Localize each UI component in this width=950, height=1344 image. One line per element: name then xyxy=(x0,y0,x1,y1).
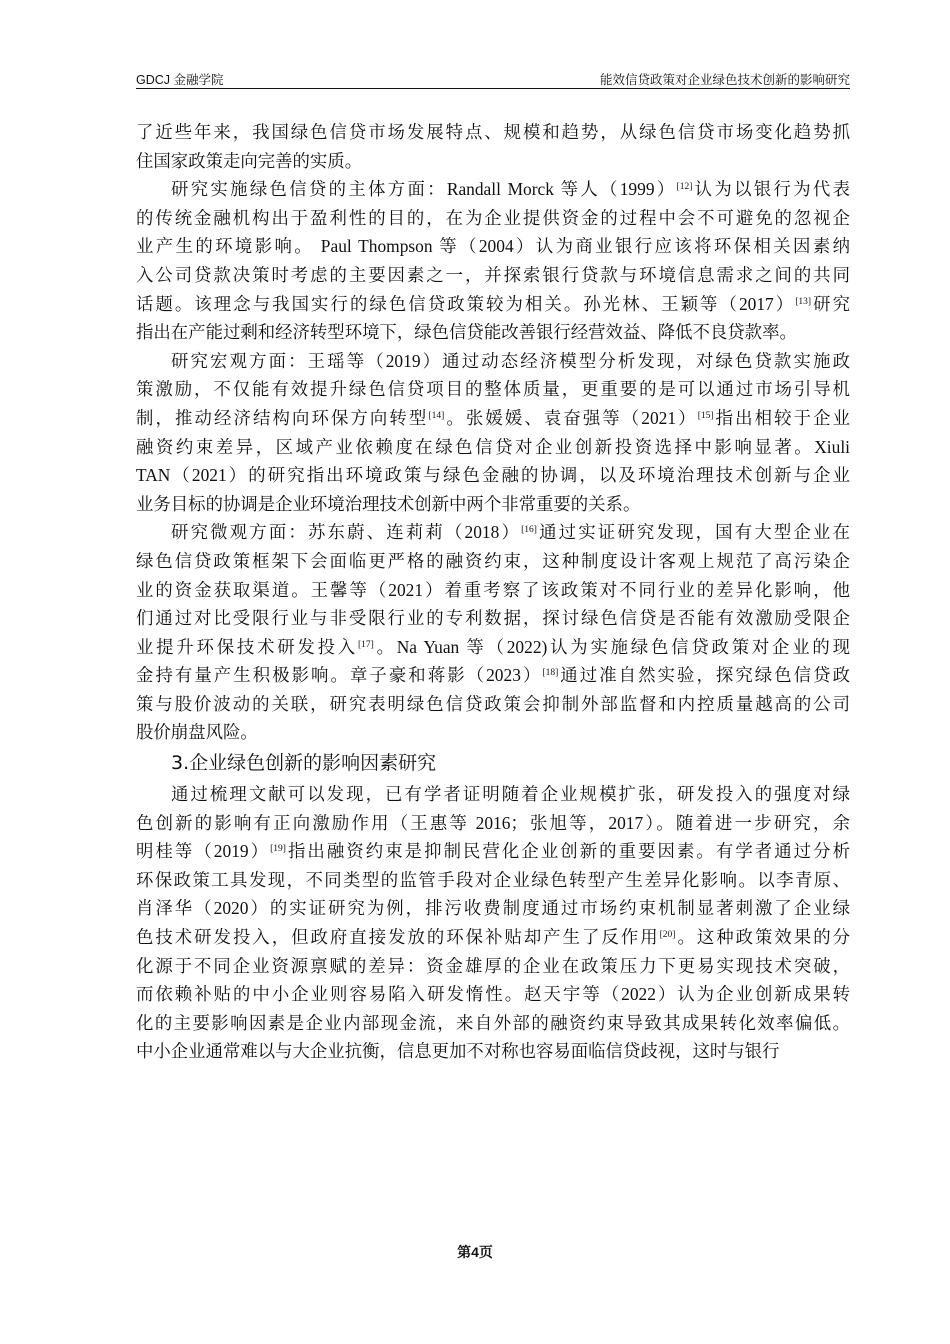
citation-ref[interactable]: [13] xyxy=(795,296,812,307)
citation-ref[interactable]: [17] xyxy=(357,639,374,650)
text-line: 色技术研发投入，但政府直接发放的环保补贴却产生了反作用[20]。这种政策效果的分 xyxy=(136,927,850,948)
text-line: 研究宏观方面：王瑶等（2019）通过动态经济模型分析发现，对绿色贷款实施政 xyxy=(171,350,850,371)
text-line: 住国家政策走向完善的实质。 xyxy=(136,150,363,171)
paragraph xyxy=(136,118,850,175)
text-line: 话题。该理念与我国实行的绿色信贷政策较为相关。孙光林、王颖等（2017）[13]研究 xyxy=(136,293,850,314)
text-line: 色创新的影响有正向激励作用（王惠等 2016；张旭等，2017）。随着进一步研究，余 xyxy=(136,812,850,833)
text-line: 金持有量产生积极影响。章子豪和蒋影（2023）[18]通过准自然实验，探究绿色信贷政 xyxy=(136,665,850,686)
citation-ref[interactable]: [20] xyxy=(659,930,676,941)
text-line: 化源于不同企业资源禀赋的差异：资金雄厚的企业在政策压力下更易实现技术突破， xyxy=(136,955,850,976)
paragraph xyxy=(136,518,850,747)
citation-ref[interactable]: [14] xyxy=(428,410,445,421)
text-line: 的传统金融机构出于盈利性的目的，在为企业提供资金的过程中会不可避免的忽视企 xyxy=(136,207,850,228)
header-institution: GDCJ 金融学院 xyxy=(136,73,224,87)
text-line: 策与股价波动的关联，研究表明绿色信贷政策会抑制外部监督和内控质量越高的公司 xyxy=(136,693,850,714)
citation-ref[interactable]: [16] xyxy=(521,525,537,536)
citation-ref[interactable]: [15] xyxy=(697,410,714,421)
text-line: 明桂等（2019）[19]指出融资约束是抑制民营化企业创新的重要因素。有学者通过分析 xyxy=(136,841,850,862)
text-line: 而依赖补贴的中小企业则容易陷入研发惰性。赵天宇等（2022）认为企业创新成果转 xyxy=(136,984,850,1005)
header-thesis-title: 能效信贷政策对企业绿色技术创新的影响研究 xyxy=(599,73,850,87)
paragraph xyxy=(136,347,850,519)
paragraph xyxy=(136,175,850,347)
text-line: 研究实施绿色信贷的主体方面：Randall Morck 等人（1999）[12]认为以银行为代表 xyxy=(171,179,850,200)
text-line: 通过梳理文献可以发现，已有学者证明随着企业规模扩张，研发投入的强度对绿 xyxy=(171,784,850,805)
text-line: 制，推动经济结构向环保方向转型[14]。张媛媛、袁奋强等（2021）[15]指出相较于企业 xyxy=(136,407,850,428)
text-line: 业提升环保技术研发投入[17]。Na Yuan 等（2022)认为实施绿色信贷政策对企业的现 xyxy=(136,636,850,657)
page-header xyxy=(136,68,850,89)
text-line: 们通过对比受限行业与非受限行业的专利数据，探讨绿色信贷是否能有效激励受限企 xyxy=(136,608,850,629)
text-line: 业务目标的协调是企业环境治理技术创新中两个非常重要的关系。 xyxy=(136,493,641,514)
text-line: 了近些年来，我国绿色信贷市场发展特点、规模和趋势，从绿色信贷市场变化趋势抓 xyxy=(136,122,850,142)
text-line: 业的资金获取渠道。王馨等（2021）着重考察了该政策对不同行业的差异化影响，他 xyxy=(136,579,850,600)
page-number: 第4页 xyxy=(457,1244,493,1260)
text-line: 绿色信贷政策框架下会面临更严格的融资约束，这种制度设计客观上规范了高污染企 xyxy=(136,550,850,571)
text-line: 策激励，不仅能有效提升绿色信贷项目的整体质量，更重要的是可以通过市场引导机 xyxy=(136,379,850,400)
section-heading: 3.企业绿色创新的影响因素研究 xyxy=(171,752,437,775)
text-line: 中小企业通常难以与大企业抗衡，信息更加不对称也容易面临信贷歧视，这时与银行 xyxy=(136,1041,780,1062)
text-line: 股价崩盘风险。 xyxy=(136,722,258,743)
text-line: 业产生的环境影响。 Paul Thompson 等（2004）认为商业银行应该将环保相关因素纳 xyxy=(136,236,850,257)
text-line: 研究微观方面：苏东蔚、连莉莉（2018）[16]通过实证研究发现，国有大型企业在 xyxy=(171,522,850,543)
text-line: 环保政策工具发现，不同类型的监管手段对企业绿色转型产生差异化影响。以李青原、 xyxy=(136,869,850,890)
citation-ref[interactable]: [12] xyxy=(676,182,693,193)
text-line: 肖泽华（2020）的实证研究为例，排污收费制度通过市场约束机制显著刺激了企业绿 xyxy=(136,898,850,919)
text-line: 指出在产能过剩和经济转型环境下，绿色信贷能改善银行经营效益、降低不良贷款率。 xyxy=(136,322,797,343)
page-body xyxy=(136,118,850,1066)
citation-ref[interactable]: [19] xyxy=(270,844,286,855)
text-line: 入公司贷款决策时考虑的主要因素之一，并探索银行贷款与环境信息需求之间的共同 xyxy=(136,264,850,285)
text-line: 融资约束差异，区域产业依赖度在绿色信贷对企业创新投资选择中影响显著。Xiuli xyxy=(136,436,850,457)
text-line: 化的主要影响因素是企业内部现金流，来自外部的融资约束导致其成果转化效率偏低。 xyxy=(136,1012,850,1033)
paragraph xyxy=(136,780,850,1066)
text-line: TAN（2021）的研究指出环境政策与绿色金融的协调，以及环境治理技术创新与企业 xyxy=(136,465,850,486)
citation-ref[interactable]: [18] xyxy=(542,668,559,679)
